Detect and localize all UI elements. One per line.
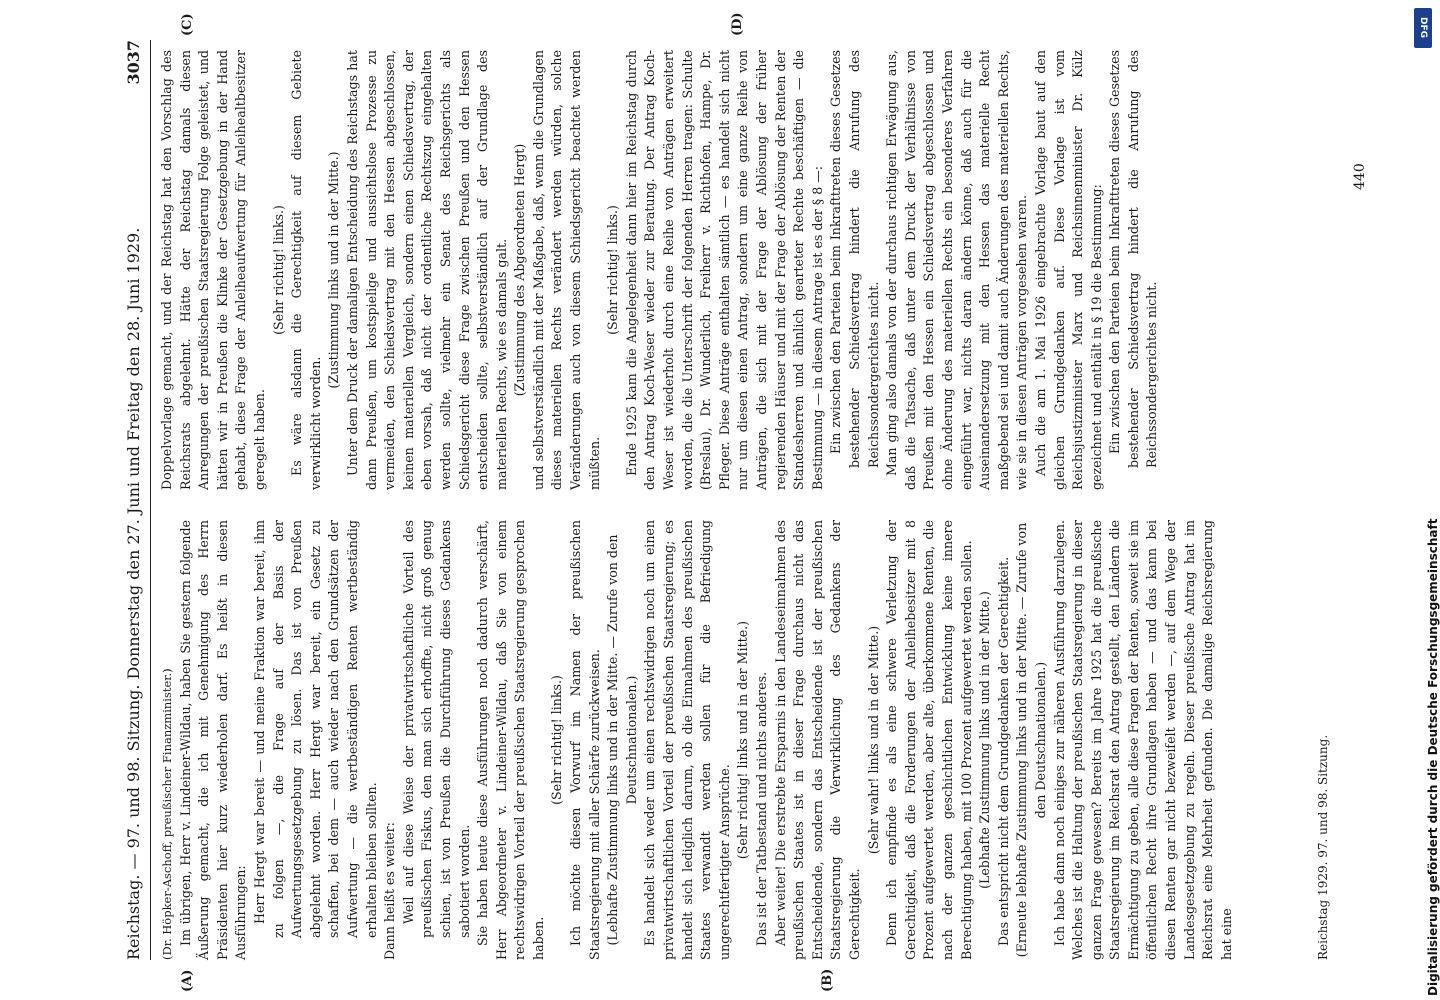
interjection: (Sehr richtig! links.) bbox=[605, 205, 621, 335]
paragraph: Es handelt sich weder um einen rechtswidrigen noch um einen privatwirtschaftlichen Vorteil der preußischen Staatsregierung; es handelt sich lediglich darum, ob die Einnahmen des preußischen Staates verwandt werden sollen für die Befriedigung ungerechtfertigter Ansprüche. bbox=[642, 520, 732, 960]
margin-marker-a: (A) bbox=[180, 969, 195, 992]
paragraph: Sie haben heute diese Ausführungen noch dadurch verschärft, Herr Abgeordneter v. Lindeiner-Wildau, daß Sie von einem rechtswidrigen Vorteil der preußischen Staatsregierung gesprochen haben. bbox=[475, 520, 546, 960]
interjection: (Sehr richtig! links.) bbox=[270, 205, 286, 335]
paragraph: Denn ich empfinde es als eine schwere Verletzung der Gerechtigkeit, daß die Forderungen der Anleihebesitzer mit 8 Prozent aufgewertet werden, aber alte, überkommene Renten, die nach der ganzen geschichtlichen Entwicklung keine innere Berechtigung haben, mit 100 Prozent aufgewertet werden sollen. bbox=[884, 520, 974, 960]
paragraph: Im übrigen, Herr v. Lindeiner-Wildau, haben Sie gestern folgende Äußerung gemacht, die ich mit Genehmigung des Herrn Präsidenten hier kurz wiederholen darf. Es heißt in diesen Ausführungen: bbox=[177, 520, 249, 960]
rotated-page bbox=[120, 12, 1410, 992]
paragraph: Dann heißt es weiter: bbox=[382, 822, 398, 960]
page-number: 3037 bbox=[124, 40, 143, 85]
signature-number: 440 bbox=[1352, 163, 1368, 190]
left-column bbox=[158, 520, 1308, 960]
paragraph: Man ging also damals von der durchaus richtigen Erwägung aus, daß die Tatsache, daß unter dem Druck der Verhältnisse von Preußen mit den Hessen ein Schiedsvertrag abgeschlossen und ohne Änderung des materiellen Rechts ein besonderes Verfahren eingeführt war, nichts daran ändern könne, daß auch für die Auseinandersetzung mit den Hessen das materielle Recht maßgebend sei und damit auch Änderungen des materiellen Rechts, wie sie in diesen Anträgen vorgesehen waren. bbox=[884, 50, 1030, 490]
quote: Weil auf diese Weise der privatwirtschaftliche Vorteil des preußischen Fiskus, den man sich erhoffte, nicht groß genug schien, ist von Preußen die Durchführung dieses Gedankens sabotiert worden. bbox=[400, 520, 472, 938]
quote: Herr Hergt war bereit — und meine Fraktion war bereit, ihm zu folgen —, die Frage auf der Basis der Aufwertungsgesetzgebung zu lösen. Das ist von Preußen abgelehnt worden. Herr Hergt war bereit, ein Gesetz zu schaffen, bei dem — auch wieder nach den Grundsätzen der Aufwertung — die wertbeständigen Renten wertbeständig erhalten bleiben sollten. bbox=[251, 520, 379, 938]
paragraph: und selbstverständlich mit der Maßgabe, daß, wenn die Grundlagen dieses materiellen Rechts verändert werden würden, solche Veränderungen auch von diesem Schiedsgericht beachtet werden müßten. bbox=[530, 50, 602, 490]
interjection: (Zustimmung des Abgeordneten Hergt) bbox=[512, 143, 528, 397]
paragraph: Unter dem Druck der damaligen Entscheidung des Reichstags hat dann Preußen, um kostspielige und aussichtslose Prozesse zu vermeiden, den Schiedsvertrag mit den Hessen abgeschlossen, keinen materiellen Vergleich, sondern einen Schiedsvertrag, der eben vorsah, daß nicht der ordentliche Rechtszug eingehalten werden sollte, vielmehr ein Senat des Reichsgerichts als Schiedsgericht diese Frage zwischen Preußen und den Hessen entscheiden sollte, selbstverständlich auf der Grundlage des materiellen Rechts, wie es damals galt. bbox=[344, 50, 509, 490]
running-head bbox=[120, 40, 151, 960]
funding-strip bbox=[1402, 6, 1440, 996]
interjection: (Sehr richtig! links.) bbox=[549, 675, 565, 805]
paragraph: Das entspricht nicht dem Grundgedanken der Gerechtigkeit. bbox=[995, 556, 1011, 946]
paragraph: Ende 1925 kam die Angelegenheit dann hier im Reichstag durch den Antrag Koch-Weser wieder zur Beratung. Der Antrag Koch-Weser ist wiederholt durch eine Reihe von Anträgen erweitert worden, die die Unterschrift der folgenden Herren tragen: Schulte (Breslau), Dr. Wunderlich, Freiherr v. Richthofen, Hampe, Dr. Pfleger. Diese Anträge enthalten sämtlich — es handelt sich nicht nur um diesen einen Antrag, sondern um eine ganze Reihe von Anträgen, die sich mit der Frage der Ablösung der früher regierenden Häuser und mit der Frage der Ablösung der Renten der Standesherren und ähnlich gearteter Rechte beschäftigen — die Bestimmung — in diesem Antrage ist es der § 8 —: bbox=[623, 50, 825, 490]
paragraph: Ich möchte diesen Vorwurf im Namen der preußischen Staatsregierung mit aller Schärfe zurückweisen. bbox=[568, 520, 602, 960]
margin-marker-c: (C) bbox=[180, 13, 195, 36]
speaker-line: (Dr. Höpker-Aschoff, preußischer Finanzminister.) bbox=[160, 668, 174, 960]
quote: Ein zwischen den Parteien beim Inkrafttreten dieses Gesetzes bestehender Schiedsvertrag hindert die Anrufung des Reichssondergerichtes nicht. bbox=[1107, 50, 1160, 468]
paragraph: Doppelvorlage gemacht, und der Reichstag hat den Vorschlag des Reichsrats abgelehnt. Hätte der Reichstag damals diesen Anregungen der preußischen Staatsregierung Folge geleistet, und hätten wir in Preußen die Klinke der Gesetzgebung in der Hand gehabt, diese Frage der Anleiheaufwertung für Anleihealtbesitzer geregelt haben. bbox=[159, 50, 267, 490]
funding-note: Digitalisierung gefördert durch die Deutsche Forschungsgemeinschaft bbox=[1426, 518, 1440, 996]
interjection: (Lebhafte Zustimmung links und in der Mitte. — Zurufe von den Deutschnationalen.) bbox=[605, 534, 639, 946]
interjection: (Zustimmung links und in der Mitte.) bbox=[326, 151, 342, 389]
paragraph: Ich habe dann noch einiges zur näheren Ausführung darzulegen. Welches ist die Haltung der preußischen Staatsregierung in dieser ganzen Frage gewesen? Bereits im Jahre 1925 hat die preußische Staatsregierung im Reichsrat den Antrag gestellt, den Ländern die Ermächtigung zu geben, alle diese Fragen der Renten, soweit sie im öffentlichen Recht ihre Grundlagen haben — und das kann bei diesen Renten gar nicht bezweifelt werden —, auf dem Wege der Landesgesetzgebung zu regeln. Dieser preußische Antrag hat im Reichsrat eine Mehrheit gefunden. Die damalige Reichsregierung hat eine bbox=[1051, 520, 1234, 960]
interjection: (Sehr wahr! links und in der Mitte.) bbox=[865, 625, 881, 855]
paragraph: Auch die am 1. Mai 1926 eingebrachte Vorlage baut auf den gleichen Grundgedanken auf. Diese Vorlage ist vom Reichsjustizminister Marx und Reichsinnenminister Dr. Külz gezeichnet und enthält in § 19 die Bestimmung: bbox=[1032, 50, 1104, 490]
interjection: (Erneute lebhafte Zustimmung links und in der Mitte. — Zurufe von den Deutschnationalen.) bbox=[1014, 522, 1048, 958]
margin-marker-b: (B) bbox=[820, 968, 835, 992]
page-footer: Reichstag 1929. 97. und 98. Sitzung. bbox=[1316, 734, 1330, 960]
interjection: (Sehr richtig! links und in der Mitte.) bbox=[735, 620, 751, 860]
right-column bbox=[158, 50, 1308, 490]
dfg-logo-icon: DFG bbox=[1414, 8, 1432, 48]
header-title: Reichstag. — 97. und 98. Sitzung. Donnerstag den 27. Juni und Freitag den 28. Juni 1929. bbox=[124, 227, 143, 960]
paragraph: Das ist der Tatbestand und nichts anderes. bbox=[754, 671, 769, 946]
margin-marker-d: (D) bbox=[730, 12, 745, 36]
quote: Ein zwischen den Parteien beim Inkrafttreten dieses Gesetzes bestehender Schiedsvertrag hindert die Anrufung des Reichssondergerichtes nicht. bbox=[828, 50, 881, 468]
paragraph: Es wäre alsdann die Gerechtigkeit auf diesem Gebiete verwirklicht worden. bbox=[289, 50, 323, 490]
paragraph: Aber weiter! Die erstrebte Ersparnis in den Landeseinnahmen des preußischen Staates ist in dieser Frage durchaus nicht das Entscheidende, sondern das Entscheidende ist der preußischen Staatsregierung die Verwirklichung des Gedankens der Gerechtigkeit. bbox=[772, 520, 862, 960]
interjection: (Lebhafte Zustimmung links und in der Mitte.) bbox=[977, 591, 993, 889]
